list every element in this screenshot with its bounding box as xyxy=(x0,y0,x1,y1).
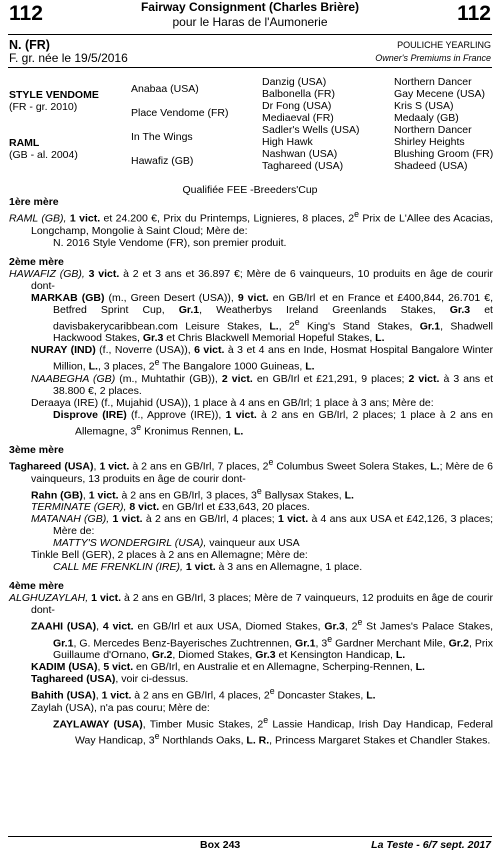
produce-zaylaway: ZAYLAWAY (USA), Timber Music Stakes, 2e Lassie Handicap, Irish Day Handicap, Federal Way Handicap, 3e Northlands Oaks, L. R., Princess Margaret Stakes et Chandler Stakes. xyxy=(53,714,494,747)
gen3-4: Mediaeval (FR) xyxy=(262,112,334,124)
gen2-4: Hawafiz (GB) xyxy=(131,155,194,167)
footer-box: Box 243 xyxy=(200,839,241,851)
sire-info: (FR - gr. 2010) xyxy=(9,101,78,113)
horse-category: POULICHE YEARLING xyxy=(397,40,491,50)
gen3-7: Nashwan (USA) xyxy=(262,148,338,160)
dam-record: RAML (GB), 1 vict. et 24.200 €, Prix du Printemps, Lignieres, 8 places, 2e Prix de L'Allee des Acacias, Longchamp, Mongolie à Saint Cloud; Mère de: xyxy=(9,209,493,237)
gen4-4: Medaaly (GB) xyxy=(394,112,459,124)
produce-markab: MARKAB (GB) (m., Green Desert (USA)), 9 vict. en GB/Irl et en France et £400,844, 26.701 €, Betfred Sprint Cup, Gr.1, Weatherbys Ireland Greenlands Stakes, Gr.3 et davisbakerycaribbean.com Leisure Stakes, L., 2e King's Stand Stakes, Gr.1, Shadwell Hackwood Stakes, Gr.3 et Chris Blackwell Memorial Hopeful Stakes, L. xyxy=(31,291,493,344)
gen4-6: Shirley Heights xyxy=(394,136,465,148)
produce-terminate: TERMINATE (GER), 8 vict. en GB/Irl et £33,643, 20 places. xyxy=(31,501,310,513)
catalogue-body xyxy=(9,196,493,747)
produce-disprove: Disprove (IRE) (f., Approve (IRE)), 1 vict. à 2 ans en GB/Irl, 2 places; 1 place à 2 ans en Allemagne, 3e Kronimus Rennen, L. xyxy=(53,408,493,437)
gen3-6: High Hawk xyxy=(262,136,313,148)
footer-venue: La Teste - 6/7 sept. 2017 xyxy=(371,839,491,851)
produce-zaahi: ZAAHI (USA), 4 vict. en GB/Irl et aux USA, Diomed Stakes, Gr.3, 2e St James's Palace Stakes, Gr.1, G. Mercedes Benz-Bayerisches Zuchtrennen, Gr.1, 3e Gardner Merchant Mile, Gr.2, Prix Guillaume d'Ornano, Gr.2, Diomed Stakes, Gr.3 et Kensington Handicap, L. xyxy=(31,617,493,661)
gen4-2: Gay Mecene (USA) xyxy=(394,88,486,100)
produce-tinkle: Tinkle Bell (GER), 2 places à 2 ans en Allemagne; Mère de: xyxy=(31,549,308,561)
horse-birth: F. gr. née le 19/5/2016 xyxy=(9,51,128,65)
pedigree-rule xyxy=(8,67,492,68)
gen4-7: Blushing Groom (FR) xyxy=(394,148,494,160)
consignor-subtitle: pour le Haras de l'Aumonerie xyxy=(172,15,328,29)
consignor-title: Fairway Consignment (Charles Brière) xyxy=(140,0,360,14)
produce-record: N. 2016 Style Vendome (FR), son premier produit. xyxy=(53,236,287,249)
produce-mattys: MATTY'S WONDERGIRL (USA), vainqueur aux USA xyxy=(53,537,300,549)
gen3-3: Dr Fong (USA) xyxy=(262,100,332,112)
third-dam-record: Taghareed (USA), 1 vict. à 2 ans en GB/Irl, 7 places, 2e Columbus Sweet Solera Stakes, L.; Mère de 6 vainqueurs, 13 produits en âge de courir dont- xyxy=(9,457,493,485)
produce-nuray: NURAY (IND) (f., Noverre (USA)), 6 vict. à 3 et 4 ans en Inde, Hosmat Hospital Bangalore Winter Million, L., 3 places, 2e The Bangalore 1000 Guineas, L. xyxy=(31,344,493,373)
fourth-dam-record: ALGHUZAYLAH, 1 vict. à 2 ans en GB/Irl, 3 places; Mère de 7 vainqueurs, 12 produits en âge de courir dont- xyxy=(9,592,493,616)
dam-name: RAML xyxy=(9,137,40,149)
section-title-1: 1ère mère xyxy=(9,196,59,208)
produce-taghareed: Taghareed (USA), voir ci-dessus. xyxy=(31,673,189,685)
section-title-2: 2ème mère xyxy=(9,255,64,268)
gen3-8: Taghareed (USA) xyxy=(262,160,344,172)
lot-number-right: 112 xyxy=(457,2,491,25)
gen2-3: In The Wings xyxy=(131,131,193,143)
second-dam-record: HAWAFIZ (GB), 3 vict. à 2 et 3 ans et 36.897 €; Mère de 6 vainqueurs, 10 produits en âge de courir dont- xyxy=(9,267,493,292)
gen4-3: Kris S (USA) xyxy=(394,100,454,112)
section-title-4: 4ème mère xyxy=(9,580,64,592)
gen2-2: Place Vendome (FR) xyxy=(131,107,229,119)
produce-matanah: MATANAH (GB), 1 vict. à 2 ans en GB/Irl, 4 places; 1 vict. à 4 ans aux USA et £42,126, 3 places; Mère de: xyxy=(31,513,493,537)
produce-frenklin: CALL ME FRENKLIN (IRE), 1 vict. à 3 ans en Allemagne, 1 place. xyxy=(53,561,363,573)
gen4-8: Shadeed (USA) xyxy=(394,160,468,172)
section-title-3: 3ème mère xyxy=(9,444,64,456)
produce-zaylah: Zaylah (USA), n'a pas couru; Mère de: xyxy=(31,701,210,714)
gen4-5: Northern Dancer xyxy=(394,124,472,136)
produce-naabegha: NAABEGHA (GB) (m., Muhtathir (GB)), 2 vict. en GB/Irl et £21,291, 9 places; 2 vict. à 3 ans et 38.800 €, 2 places. xyxy=(31,372,493,397)
produce-bahith: Bahith (USA), 1 vict. à 2 ans en GB/Irl, 4 places, 2e Doncaster Stakes, L. xyxy=(31,686,376,702)
header-rule xyxy=(8,34,492,35)
produce-rahn: Rahn (GB), 1 vict. à 2 ans en GB/Irl, 3 places, 3e Ballysax Stakes, L. xyxy=(31,485,354,501)
horse-name: N. (FR) xyxy=(9,38,50,52)
gen3-2: Balbonella (FR) xyxy=(262,88,335,100)
gen3-5: Sadler's Wells (USA) xyxy=(262,124,360,136)
qualification: Qualifiée FEE -Breeders'Cup xyxy=(182,184,318,196)
sire-name: STYLE VENDOME xyxy=(9,89,99,101)
gen2-1: Anabaa (USA) xyxy=(131,83,199,95)
dam-info: (GB - al. 2004) xyxy=(9,149,78,161)
gen4-1: Northern Dancer xyxy=(394,76,472,88)
produce-deraaya: Deraaya (IRE) (f., Mujahid (USA)), 1 place à 4 ans en GB/Irl; 1 place à 3 ans; Mère de: xyxy=(31,396,434,409)
footer-rule xyxy=(8,836,492,837)
gen3-1: Danzig (USA) xyxy=(262,76,327,88)
produce-kadim: KADIM (USA), 5 vict. en GB/Irl, en Australie et en Allemagne, Scherping-Rennen, L. xyxy=(31,661,425,673)
owner-premiums: Owner's Premiums in France xyxy=(375,53,491,63)
lot-number-left: 112 xyxy=(9,2,43,25)
